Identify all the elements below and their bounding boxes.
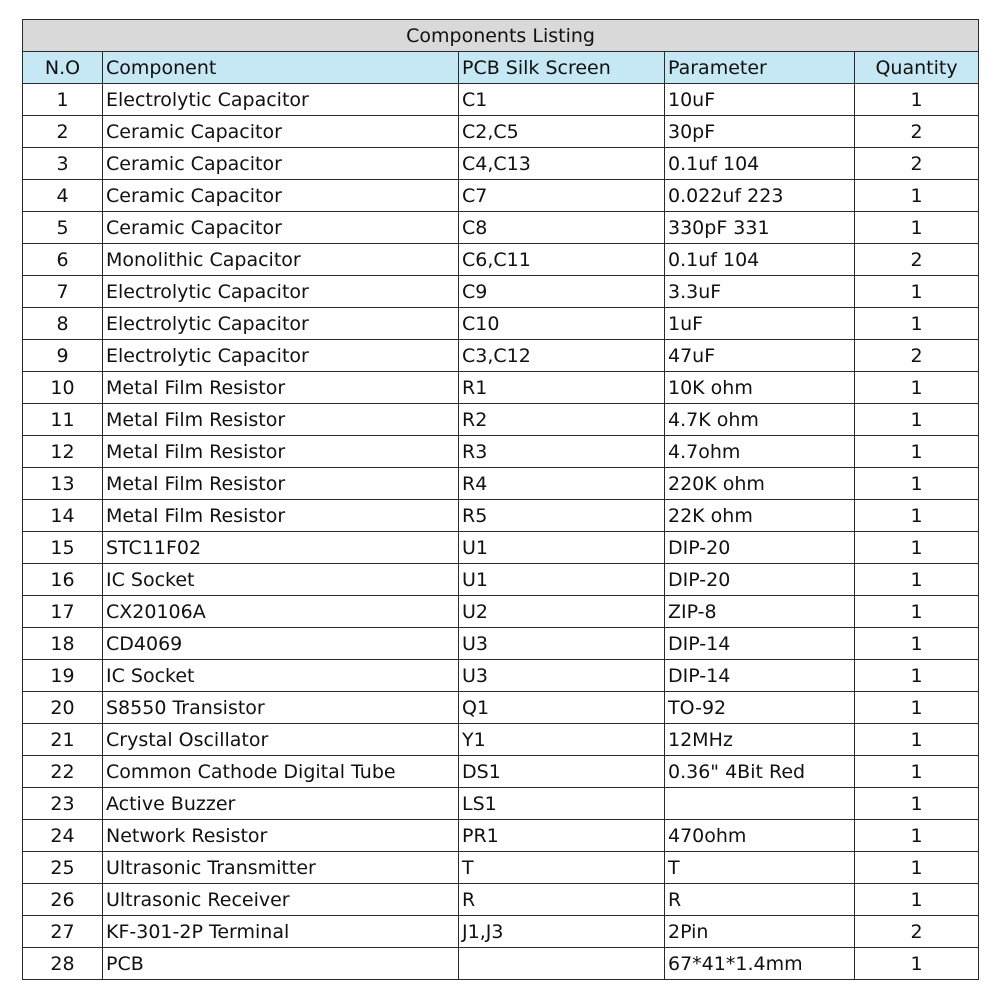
cell-component: IC Socket xyxy=(103,660,459,692)
table-row xyxy=(23,500,979,532)
cell-component: Metal Film Resistor xyxy=(103,500,459,532)
table-row xyxy=(23,724,979,756)
cell-pcb-silk-screen: DS1 xyxy=(459,756,665,788)
header-parameter: Parameter xyxy=(665,52,855,84)
cell-quantity: 1 xyxy=(855,884,979,916)
cell-pcb-silk-screen: R xyxy=(459,884,665,916)
cell-component: Monolithic Capacitor xyxy=(103,244,459,276)
table-row xyxy=(23,820,979,852)
cell-component: Metal Film Resistor xyxy=(103,468,459,500)
cell-no: 5 xyxy=(23,212,103,244)
cell-pcb-silk-screen: U1 xyxy=(459,532,665,564)
table-row xyxy=(23,404,979,436)
cell-component: Ceramic Capacitor xyxy=(103,116,459,148)
cell-parameter: DIP-14 xyxy=(665,660,855,692)
cell-no: 20 xyxy=(23,692,103,724)
cell-no: 7 xyxy=(23,276,103,308)
cell-parameter: 220K ohm xyxy=(665,468,855,500)
components-table xyxy=(22,19,979,980)
cell-quantity: 1 xyxy=(855,436,979,468)
cell-pcb-silk-screen: Q1 xyxy=(459,692,665,724)
table-body xyxy=(23,84,979,980)
cell-pcb-silk-screen: PR1 xyxy=(459,820,665,852)
cell-parameter: R xyxy=(665,884,855,916)
cell-component: PCB xyxy=(103,948,459,980)
cell-pcb-silk-screen: C6,C11 xyxy=(459,244,665,276)
cell-quantity: 1 xyxy=(855,724,979,756)
cell-no: 18 xyxy=(23,628,103,660)
cell-component: Electrolytic Capacitor xyxy=(103,308,459,340)
table-row xyxy=(23,436,979,468)
cell-no: 8 xyxy=(23,308,103,340)
table-title-row xyxy=(23,20,979,52)
cell-parameter: 4.7ohm xyxy=(665,436,855,468)
table-row xyxy=(23,468,979,500)
cell-pcb-silk-screen: C3,C12 xyxy=(459,340,665,372)
cell-quantity: 2 xyxy=(855,148,979,180)
table-row xyxy=(23,692,979,724)
cell-parameter: 67*41*1.4mm xyxy=(665,948,855,980)
cell-parameter: 30pF xyxy=(665,116,855,148)
cell-component: Common Cathode Digital Tube xyxy=(103,756,459,788)
cell-parameter: 22K ohm xyxy=(665,500,855,532)
cell-component: Metal Film Resistor xyxy=(103,404,459,436)
table-row xyxy=(23,180,979,212)
cell-quantity: 1 xyxy=(855,692,979,724)
cell-quantity: 1 xyxy=(855,628,979,660)
cell-parameter: 0.1uf 104 xyxy=(665,148,855,180)
table-row xyxy=(23,84,979,116)
cell-parameter: 4.7K ohm xyxy=(665,404,855,436)
table-row xyxy=(23,212,979,244)
cell-component: KF-301-2P Terminal xyxy=(103,916,459,948)
table-row xyxy=(23,148,979,180)
cell-no: 16 xyxy=(23,564,103,596)
cell-parameter: 10K ohm xyxy=(665,372,855,404)
header-no: N.O xyxy=(23,52,103,84)
cell-pcb-silk-screen: R1 xyxy=(459,372,665,404)
cell-pcb-silk-screen: J1,J3 xyxy=(459,916,665,948)
table-row xyxy=(23,340,979,372)
table-row xyxy=(23,628,979,660)
cell-no: 27 xyxy=(23,916,103,948)
cell-no: 24 xyxy=(23,820,103,852)
cell-quantity: 1 xyxy=(855,404,979,436)
cell-quantity: 2 xyxy=(855,116,979,148)
cell-pcb-silk-screen xyxy=(459,948,665,980)
cell-parameter: DIP-14 xyxy=(665,628,855,660)
cell-parameter: 0.36" 4Bit Red xyxy=(665,756,855,788)
cell-parameter: 0.1uf 104 xyxy=(665,244,855,276)
cell-quantity: 1 xyxy=(855,500,979,532)
cell-pcb-silk-screen: C7 xyxy=(459,180,665,212)
cell-no: 2 xyxy=(23,116,103,148)
cell-no: 26 xyxy=(23,884,103,916)
cell-component: Metal Film Resistor xyxy=(103,436,459,468)
cell-no: 6 xyxy=(23,244,103,276)
table-row xyxy=(23,532,979,564)
cell-component: Network Resistor xyxy=(103,820,459,852)
table-row xyxy=(23,372,979,404)
table-row xyxy=(23,660,979,692)
cell-parameter: 12MHz xyxy=(665,724,855,756)
cell-component: S8550 Transistor xyxy=(103,692,459,724)
cell-parameter: DIP-20 xyxy=(665,564,855,596)
cell-quantity: 1 xyxy=(855,212,979,244)
table-row xyxy=(23,852,979,884)
cell-component: Crystal Oscillator xyxy=(103,724,459,756)
cell-pcb-silk-screen: Y1 xyxy=(459,724,665,756)
cell-pcb-silk-screen: U1 xyxy=(459,564,665,596)
table-row xyxy=(23,948,979,980)
table-row xyxy=(23,884,979,916)
cell-quantity: 1 xyxy=(855,852,979,884)
cell-pcb-silk-screen: T xyxy=(459,852,665,884)
table-header-row xyxy=(23,52,979,84)
cell-pcb-silk-screen: R2 xyxy=(459,404,665,436)
cell-component: Electrolytic Capacitor xyxy=(103,84,459,116)
cell-no: 11 xyxy=(23,404,103,436)
table-title: Components Listing xyxy=(23,20,979,52)
table-row xyxy=(23,788,979,820)
cell-parameter: 1uF xyxy=(665,308,855,340)
cell-no: 28 xyxy=(23,948,103,980)
cell-component: Ceramic Capacitor xyxy=(103,180,459,212)
cell-quantity: 1 xyxy=(855,596,979,628)
cell-pcb-silk-screen: U3 xyxy=(459,628,665,660)
header-component: Component xyxy=(103,52,459,84)
cell-no: 22 xyxy=(23,756,103,788)
cell-no: 25 xyxy=(23,852,103,884)
cell-quantity: 1 xyxy=(855,948,979,980)
cell-quantity: 2 xyxy=(855,244,979,276)
cell-no: 3 xyxy=(23,148,103,180)
cell-parameter: 2Pin xyxy=(665,916,855,948)
table-row xyxy=(23,756,979,788)
cell-pcb-silk-screen: U2 xyxy=(459,596,665,628)
cell-component: Electrolytic Capacitor xyxy=(103,340,459,372)
cell-no: 14 xyxy=(23,500,103,532)
table-row xyxy=(23,244,979,276)
cell-quantity: 1 xyxy=(855,276,979,308)
cell-parameter: ZIP-8 xyxy=(665,596,855,628)
cell-quantity: 2 xyxy=(855,916,979,948)
table-row xyxy=(23,596,979,628)
cell-pcb-silk-screen: C2,C5 xyxy=(459,116,665,148)
table-row xyxy=(23,308,979,340)
cell-no: 23 xyxy=(23,788,103,820)
cell-pcb-silk-screen: U3 xyxy=(459,660,665,692)
cell-no: 1 xyxy=(23,84,103,116)
cell-quantity: 1 xyxy=(855,468,979,500)
cell-component: Metal Film Resistor xyxy=(103,372,459,404)
header-quantity: Quantity xyxy=(855,52,979,84)
cell-quantity: 1 xyxy=(855,84,979,116)
cell-no: 9 xyxy=(23,340,103,372)
cell-parameter: DIP-20 xyxy=(665,532,855,564)
cell-parameter: 0.022uf 223 xyxy=(665,180,855,212)
cell-component: CX20106A xyxy=(103,596,459,628)
table-row xyxy=(23,916,979,948)
cell-parameter: TO-92 xyxy=(665,692,855,724)
cell-pcb-silk-screen: C9 xyxy=(459,276,665,308)
cell-parameter: 47uF xyxy=(665,340,855,372)
cell-quantity: 1 xyxy=(855,180,979,212)
cell-quantity: 1 xyxy=(855,660,979,692)
cell-component: Active Buzzer xyxy=(103,788,459,820)
cell-parameter: 330pF 331 xyxy=(665,212,855,244)
cell-quantity: 1 xyxy=(855,820,979,852)
cell-no: 15 xyxy=(23,532,103,564)
cell-parameter: 3.3uF xyxy=(665,276,855,308)
cell-pcb-silk-screen: C8 xyxy=(459,212,665,244)
cell-component: STC11F02 xyxy=(103,532,459,564)
cell-component: Ultrasonic Receiver xyxy=(103,884,459,916)
cell-no: 10 xyxy=(23,372,103,404)
table-row xyxy=(23,116,979,148)
table-row xyxy=(23,276,979,308)
cell-pcb-silk-screen: C10 xyxy=(459,308,665,340)
header-pcb-silk-screen: PCB Silk Screen xyxy=(459,52,665,84)
cell-component: Electrolytic Capacitor xyxy=(103,276,459,308)
cell-pcb-silk-screen: R4 xyxy=(459,468,665,500)
cell-component: Ceramic Capacitor xyxy=(103,148,459,180)
cell-component: CD4069 xyxy=(103,628,459,660)
cell-parameter xyxy=(665,788,855,820)
cell-component: Ultrasonic Transmitter xyxy=(103,852,459,884)
cell-quantity: 1 xyxy=(855,788,979,820)
cell-no: 21 xyxy=(23,724,103,756)
table-row xyxy=(23,564,979,596)
cell-quantity: 2 xyxy=(855,340,979,372)
cell-no: 12 xyxy=(23,436,103,468)
cell-no: 17 xyxy=(23,596,103,628)
cell-component: Ceramic Capacitor xyxy=(103,212,459,244)
cell-quantity: 1 xyxy=(855,564,979,596)
cell-pcb-silk-screen: R3 xyxy=(459,436,665,468)
cell-pcb-silk-screen: R5 xyxy=(459,500,665,532)
cell-quantity: 1 xyxy=(855,532,979,564)
cell-pcb-silk-screen: C4,C13 xyxy=(459,148,665,180)
cell-no: 19 xyxy=(23,660,103,692)
cell-component: IC Socket xyxy=(103,564,459,596)
cell-no: 4 xyxy=(23,180,103,212)
cell-quantity: 1 xyxy=(855,308,979,340)
cell-quantity: 1 xyxy=(855,756,979,788)
cell-no: 13 xyxy=(23,468,103,500)
cell-pcb-silk-screen: C1 xyxy=(459,84,665,116)
cell-parameter: 10uF xyxy=(665,84,855,116)
cell-pcb-silk-screen: LS1 xyxy=(459,788,665,820)
cell-parameter: T xyxy=(665,852,855,884)
cell-quantity: 1 xyxy=(855,372,979,404)
cell-parameter: 470ohm xyxy=(665,820,855,852)
